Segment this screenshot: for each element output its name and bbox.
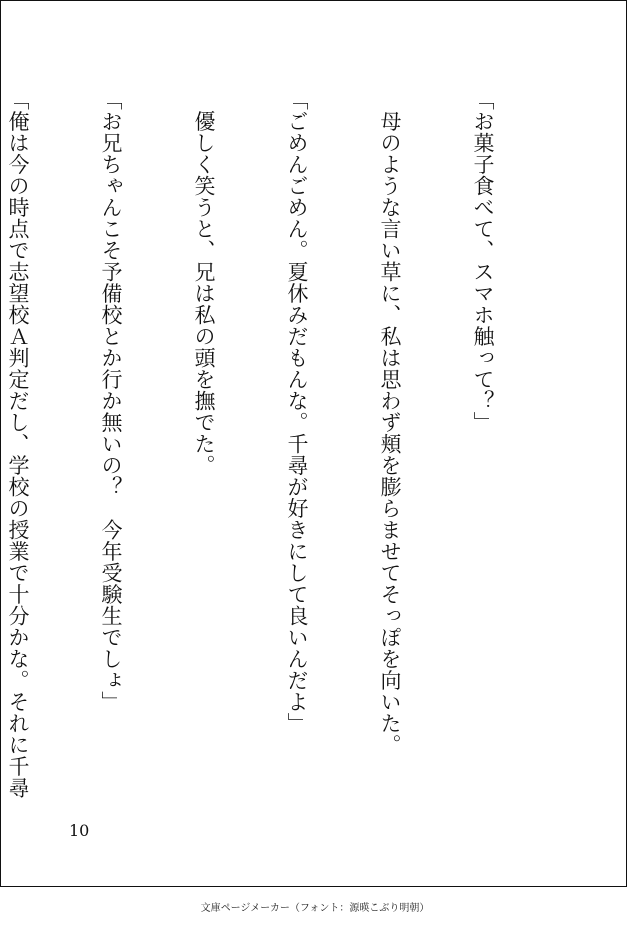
text-line: 「ごめんごめん。夏休みだもんな。千尋が好きにして良いんだよ」: [285, 89, 309, 734]
novel-body-text: [0, 89, 560, 799]
text-line: 「お菓子食べて、スマホ触って？」: [471, 89, 495, 433]
page-number: 10: [69, 821, 90, 840]
text-line: 「俺は今の時点で志望校Ａ判定だし、学校の授業で十分かな。それに千尋: [6, 89, 30, 799]
text-line: 「お兄ちゃんこそ予備校とか行か無いの？ 今年受験生でしょ」: [99, 89, 123, 713]
text-line: 母のような言い草に、私は思わず頬を膨らませてそっぽを向いた。: [378, 89, 402, 756]
footer-credit: 文庫ページメーカー（フォント：源暎こぶり明朝）: [200, 903, 430, 914]
text-line: 優しく笑うと、兄は私の頭を撫でた。: [192, 89, 216, 476]
